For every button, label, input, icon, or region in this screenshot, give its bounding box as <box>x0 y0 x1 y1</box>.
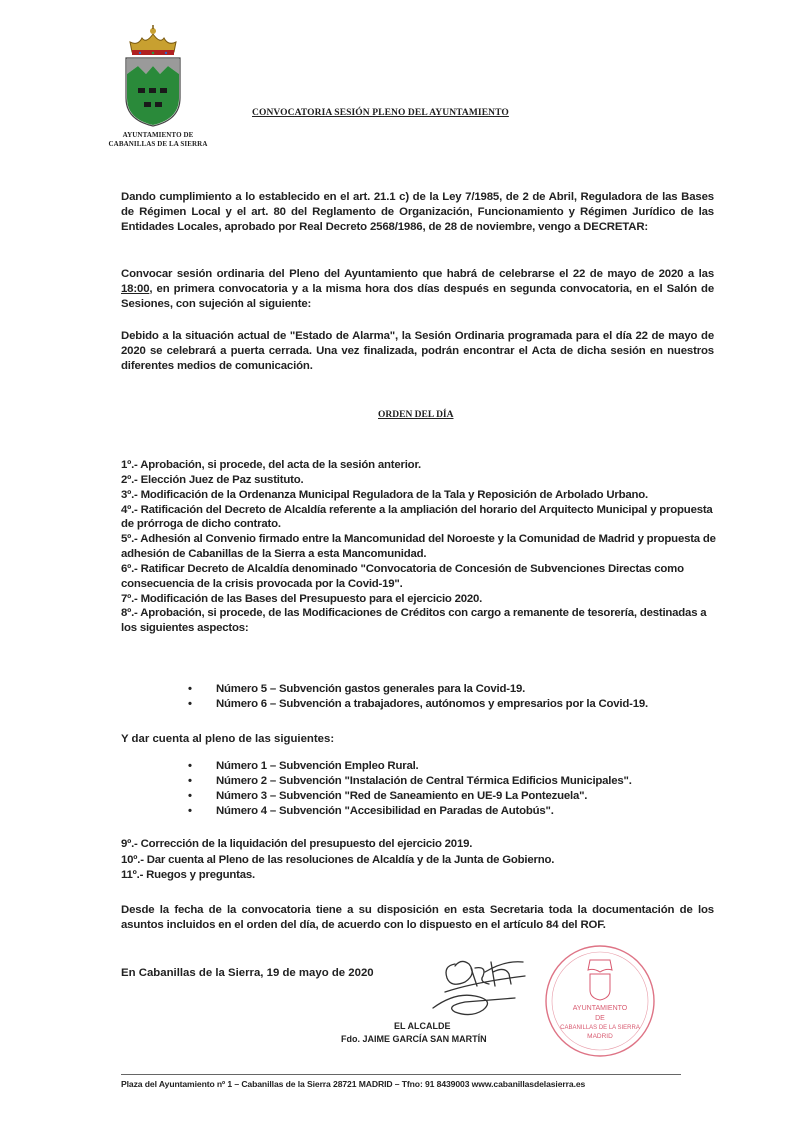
report-list <box>188 759 632 818</box>
paragraph-legal-basis: Dando cumplimiento a lo establecido en el art. 21.1 c) de la Ley 7/1985, de 2 de Abril, Reguladora de las Bases de Régimen Local y el art. 80 del Reglamento de Organización, Funcionamiento y Régimen Jurídico de las Entidades Locales, aprobado por Real Decreto 2568/1986, de 28 de noviembre, vengo a DECRETAR: <box>121 191 714 233</box>
convocation-text-b: , en primera convocatoria y a la misma hora dos días después en segunda convocatoria, en el Salón de Sesiones, con sujeción al siguiente: <box>121 283 714 310</box>
agenda-item: 2º.- Elección Juez de Paz sustituto. <box>121 473 304 486</box>
agenda-list <box>121 458 721 636</box>
session-time: 18:00 <box>121 283 150 295</box>
list-item: • Número 1 – Subvención Empleo Rural. <box>188 759 632 774</box>
signatory-role: EL ALCALDE <box>394 1021 451 1031</box>
footer-divider <box>121 1074 681 1075</box>
list-item: • Número 2 – Subvención "Instalación de Central Térmica Edificios Municipales". <box>188 774 632 789</box>
agenda-item: 7º.- Modificación de las Bases del Presupuesto para el ejercicio 2020. <box>121 592 483 605</box>
stamp-line-2: DE <box>595 1015 605 1022</box>
crown-icon <box>130 25 176 55</box>
list-item: • Número 6 – Subvención a trabajadores, autónomos y empresarios por la Covid-19. <box>188 697 648 712</box>
agenda-item: 10º.- Dar cuenta al Pleno de las resoluciones de Alcaldía y de la Junta de Gobierno. <box>121 853 555 866</box>
agenda-heading: ORDEN DEL DÍA <box>378 410 454 420</box>
coat-of-arms-logo <box>118 22 188 130</box>
agenda-item: 11º.- Ruegos y preguntas. <box>121 869 255 881</box>
organization-name <box>88 131 228 149</box>
stamp-line-1: AYUNTAMIENTO <box>572 1005 628 1012</box>
document-title: CONVOCATORIA SESIÓN PLENO DEL AYUNTAMIENTO <box>252 108 509 118</box>
list-item: • Número 5 – Subvención gastos generales para la Covid-19. <box>188 682 648 697</box>
paragraph-alarm-state: Debido a la situación actual de "Estado de Alarma", la Sesión Ordinaria programada para el día 22 de mayo de 2020 se celebrará a puerta cerrada. Una vez finalizada, podrán encontrar el Acta de dicha sesión en nuestros diferentes medios de comunicación. <box>121 330 714 372</box>
agenda-item: 5º.- Adhesión al Convenio firmado entre la Mancomunidad del Noroeste y la Comunidad de Madrid y propuesta de adhesión de Cabanillas de la Sierra a esta Mancomunidad. <box>121 533 716 561</box>
agenda-item: 4º.- Ratificación del Decreto de Alcaldía referente a la ampliación del horario del Arquitecto Municipal y propuesta de prórroga de dicho contrato. <box>121 503 713 531</box>
credit-modifications-list <box>188 682 648 712</box>
list-item: • Número 3 – Subvención "Red de Saneamiento en UE-9 La Pontezuela". <box>188 789 632 804</box>
agenda-item: 9º.- Corrección de la liquidación del presupuesto del ejercicio 2019. <box>121 838 473 850</box>
stamp-line-3: CABANILLAS DE LA SIERRA <box>560 1025 640 1031</box>
signature-mark <box>425 952 535 1022</box>
paragraph-convocation <box>121 267 714 312</box>
agenda-item: 6º.- Ratificar Decreto de Alcaldía denominado "Convocatoria de Concesión de Subvenciones Directas como consecuencia de la crisis provocada por la Covid-19". <box>121 562 684 590</box>
org-line-2: CABANILLAS DE LA SIERRA <box>108 140 208 148</box>
agenda-list-continued <box>121 837 554 884</box>
agenda-item: 3º.- Modificación de la Ordenanza Municipal Reguladora de la Tala y Reposición de Arbolado Urbano. <box>121 488 648 501</box>
list-item: • Número 4 – Subvención "Accesibilidad en Paradas de Autobús". <box>188 804 632 819</box>
report-intro: Y dar cuenta al pleno de las siguientes: <box>121 733 335 745</box>
convocation-text-a: Convocar sesión ordinaria del Pleno del Ayuntamiento que habrá de celebrarse el 22 de mayo de 2020 a las <box>121 268 714 280</box>
agenda-item: 8º.- Aprobación, si procede, de las Modificaciones de Créditos con cargo a remanente de tesorería, destinadas a los siguientes aspectos: <box>121 607 707 635</box>
signatory-name: Fdo. JAIME GARCÍA SAN MARTÍN <box>341 1034 487 1044</box>
official-stamp <box>540 942 660 1060</box>
agenda-item: 1º.- Aprobación, si procede, del acta de la sesión anterior. <box>121 459 422 471</box>
footer-address: Plaza del Ayuntamiento nº 1 – Cabanillas de la Sierra 28721 MADRID – Tfno: 91 8439003 www.cabanillasdelasierra.es <box>121 1079 586 1089</box>
paragraph-documentation: Desde la fecha de la convocatoria tiene a su disposición en esta Secretaria toda la documentación de los asuntos incluidos en el orden del día, de acuerdo con lo dispuesto en el artículo 84 del ROF. <box>121 904 714 931</box>
org-line-1: AYUNTAMIENTO DE <box>122 131 194 139</box>
place-date: En Cabanillas de la Sierra, 19 de mayo de 2020 <box>121 967 374 979</box>
stamp-line-4: MADRID <box>587 1033 613 1040</box>
